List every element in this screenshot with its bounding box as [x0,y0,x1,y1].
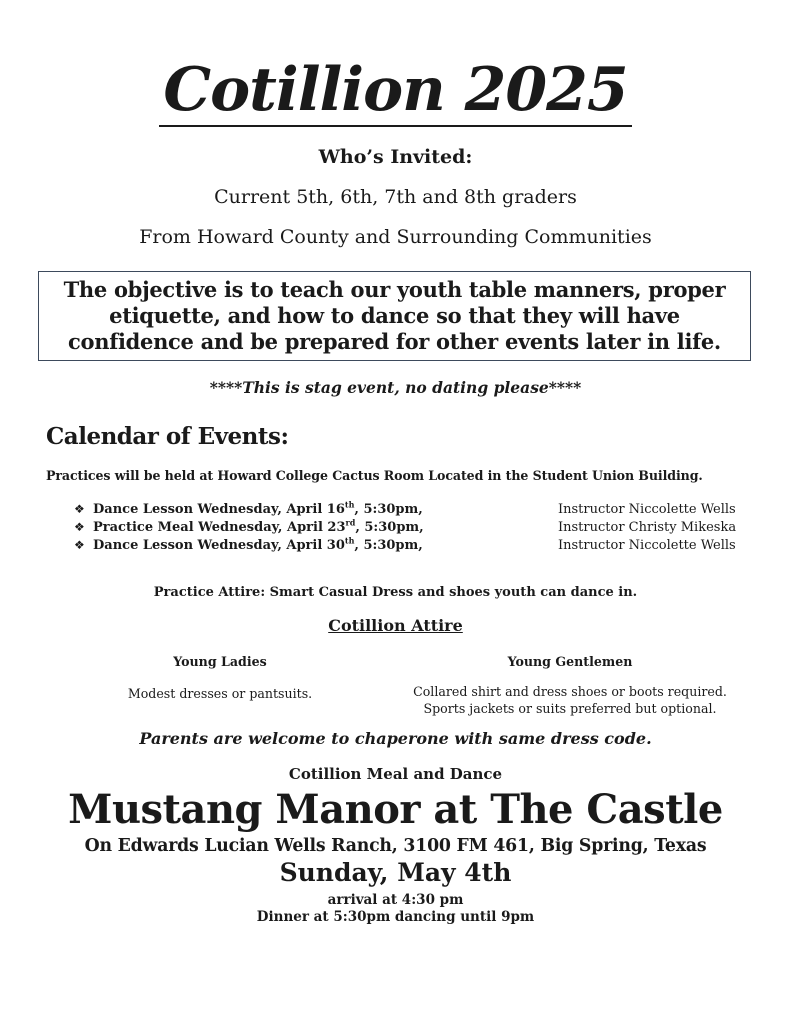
young-gentlemen-attire-line1: Collared shirt and dress shoes or boots required. [413,684,727,699]
event-description: Dance Lesson Wednesday, April 30th, 5:30pm, [93,535,423,553]
practice-attire: Practice Attire: Smart Casual Dress and shoes youth can dance in. [153,585,638,600]
calendar-heading: Calendar of Events: [46,423,289,450]
dinner-time: Dinner at 5:30pm dancing until 9pm [256,909,535,925]
event-instructor: Instructor Niccolette Wells [558,538,736,553]
event-description: Dance Lesson Wednesday, April 16th, 5:30pm, [93,499,423,517]
parents-note: Parents are welcome to chaperone with same dress code. [139,729,652,748]
cotillion-attire-heading: Cotillion Attire [328,616,463,635]
event-row [74,499,736,520]
young-gentlemen-attire-line2: Sports jackets or suits preferred but optional. [423,701,717,716]
young-gentlemen-heading: Young Gentlemen [507,654,633,669]
event-instructor: Instructor Christy Mikeska [558,520,737,535]
practice-location: Practices will be held at Howard College Cactus Room Located in the Student Union Building. [46,468,703,483]
objective-box: The objective is to teach our youth table manners, proper etiquette, and how to dance so that they will have confidence and be prepared for other events later in life. [38,271,751,361]
invite-heading: Who’s Invited: [318,146,473,168]
young-ladies-attire: Modest dresses or pantsuits. [127,686,313,701]
arrival-time: arrival at 4:30 pm [327,892,464,908]
diamond-bullet-icon: ❖ [74,520,85,534]
event-row [74,535,736,556]
diamond-bullet-icon: ❖ [74,502,85,516]
ordinal-suffix: rd [345,517,356,528]
venue-address: On Edwards Lucian Wells Ranch, 3100 FM 461, Big Spring, Texas [84,836,707,856]
ordinal-suffix: th [344,499,355,510]
stag-note: ****This is stag event, no dating please**** [209,378,582,397]
venue-name: Mustang Manor at The Castle [68,786,723,833]
young-ladies-heading: Young Ladies [173,654,267,669]
invite-communities: From Howard County and Surrounding Communities [139,226,652,248]
diamond-bullet-icon: ❖ [74,538,85,552]
invite-grades: Current 5th, 6th, 7th and 8th graders [214,186,577,208]
flyer-title: Cotillion 2025 [0,52,791,128]
ordinal-suffix: th [344,535,355,546]
event-subtitle: Cotillion Meal and Dance [288,765,503,783]
event-instructor: Instructor Niccolette Wells [558,502,736,517]
event-row [74,517,737,538]
event-description: Practice Meal Wednesday, April 23rd, 5:30pm, [93,517,424,535]
event-date: Sunday, May 4th [279,858,512,887]
